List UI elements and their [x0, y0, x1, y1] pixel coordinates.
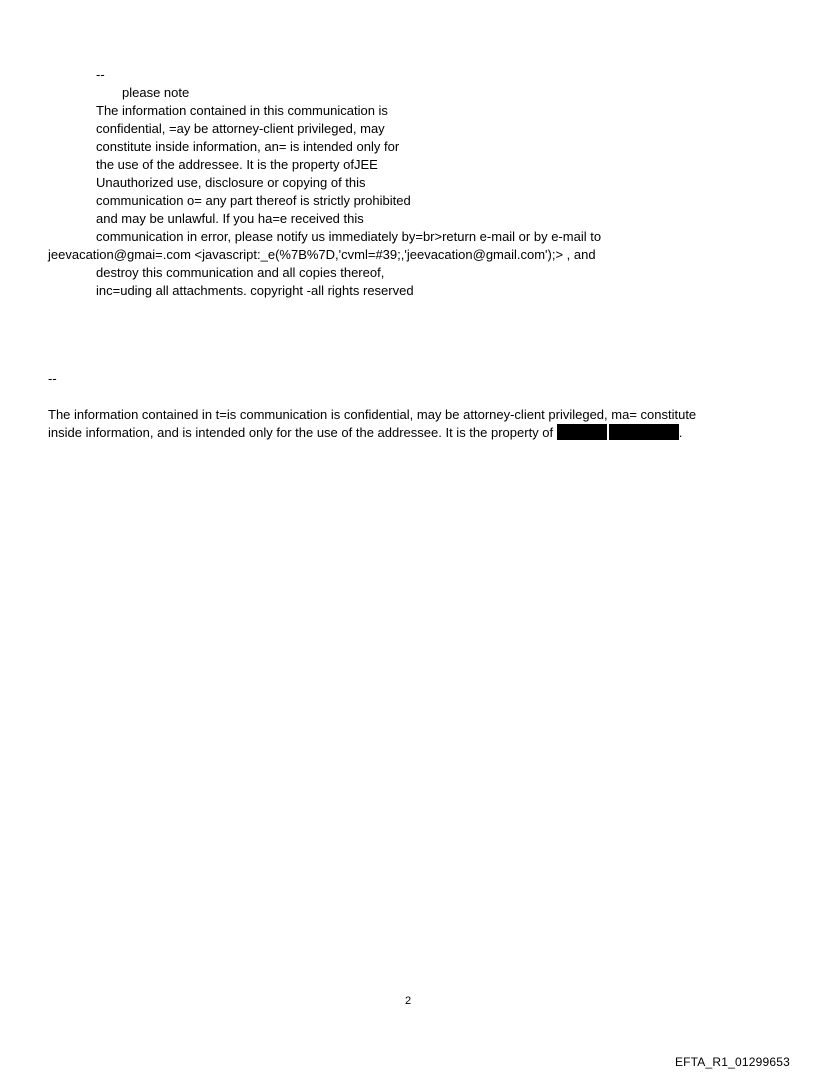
dash-separator: -- — [48, 371, 57, 386]
notice-line: inc=uding all attachments. copyright -all rights reserved — [96, 283, 414, 298]
note-heading: please note — [122, 85, 190, 100]
notice-line: The information contained in this communication is — [96, 103, 388, 118]
notice-line: Unauthorized use, disclosure or copying of this — [96, 175, 366, 190]
period: . — [678, 425, 683, 440]
notice-text: inside information, and is intended only for the use of the addressee. It is the property of — [48, 425, 557, 440]
notice-line: communication o= any part thereof is strictly prohibited — [96, 193, 411, 208]
notice-line: constitute inside information, an= is intended only for — [96, 139, 400, 154]
dash-separator-top: -- — [96, 67, 105, 82]
redaction-box — [557, 424, 607, 440]
notice-line-with-redaction — [48, 424, 768, 442]
notice-line: communication in error, please notify us immediately by=br>return e-mail or by e-mail to — [96, 229, 602, 244]
notice-line: destroy this communication and all copies thereof, — [96, 265, 385, 280]
notice-line: the use of the addressee. It is the property ofJEE — [96, 157, 378, 172]
document-id: EFTA_R1_01299653 — [674, 1055, 790, 1069]
notice-line: and may be unlawful. If you ha=e received this — [96, 211, 364, 226]
confidentiality-block-2 — [48, 406, 768, 442]
page-number: 2 — [404, 995, 412, 1007]
notice-line: The information contained in t=is communication is confidential, may be attorney-client privileged, ma= constitute — [48, 407, 697, 422]
redaction-box — [609, 424, 679, 440]
notice-line: confidential, =ay be attorney-client privileged, may — [96, 121, 385, 136]
email-link-line: jeevacation@gmai=.com <javascript:_e(%7B%7D,'cvml=#39;,'jeevacation@gmail.com');> , and — [48, 247, 596, 262]
